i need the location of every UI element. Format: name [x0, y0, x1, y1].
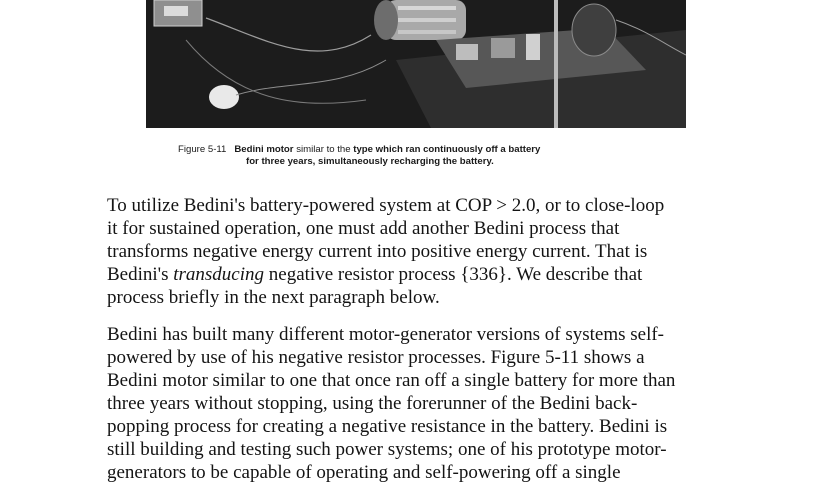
text-line: popping process for creating a negative resistance in the battery. Bedini is [107, 416, 668, 437]
text-segment: Bedini's [107, 264, 169, 285]
text-line [107, 263, 747, 286]
text-line: it for sustained operation, one must add another Bedini process that [107, 218, 620, 239]
caption-plain-1: similar to the [296, 144, 351, 155]
text-line: To utilize Bedini's battery-powered system at COP > 2.0, or to close-loop [107, 195, 665, 216]
text-line: three years without stopping, using the forerunner of the Bedini back- [107, 393, 638, 414]
italic-term: transducing [173, 264, 265, 285]
paragraph-2 [107, 323, 747, 484]
figure-caption [178, 144, 638, 168]
text-line: generators to be capable of operating and self-powering off a single [107, 462, 621, 483]
caption-bold-2: type which ran continuously off a battery [353, 144, 541, 155]
text-line: Bedini has built many different motor-generator versions of systems self- [107, 324, 665, 345]
text-line: process briefly in the next paragraph below. [107, 287, 440, 308]
body-text [107, 194, 747, 498]
text-segment: negative resistor process {336}. We describe that [268, 264, 643, 285]
paragraph-1 [107, 194, 747, 309]
text-line: still building and testing such power systems; one of his prototype motor- [107, 439, 667, 460]
figure-label: Figure 5-11 [178, 144, 227, 155]
caption-line-1 [178, 144, 638, 156]
caption-line-2: for three years, simultaneously recharging the battery. [246, 156, 494, 167]
caption-bold-1: Bedini motor [234, 144, 294, 155]
text-line: powered by use of his negative resistor processes. Figure 5-11 shows a [107, 347, 645, 368]
text-line: transforms negative energy current into positive energy current. That is [107, 241, 648, 262]
figure-photo [146, 0, 686, 128]
text-line: Bedini motor similar to one that once ran off a single battery for more than [107, 370, 676, 391]
